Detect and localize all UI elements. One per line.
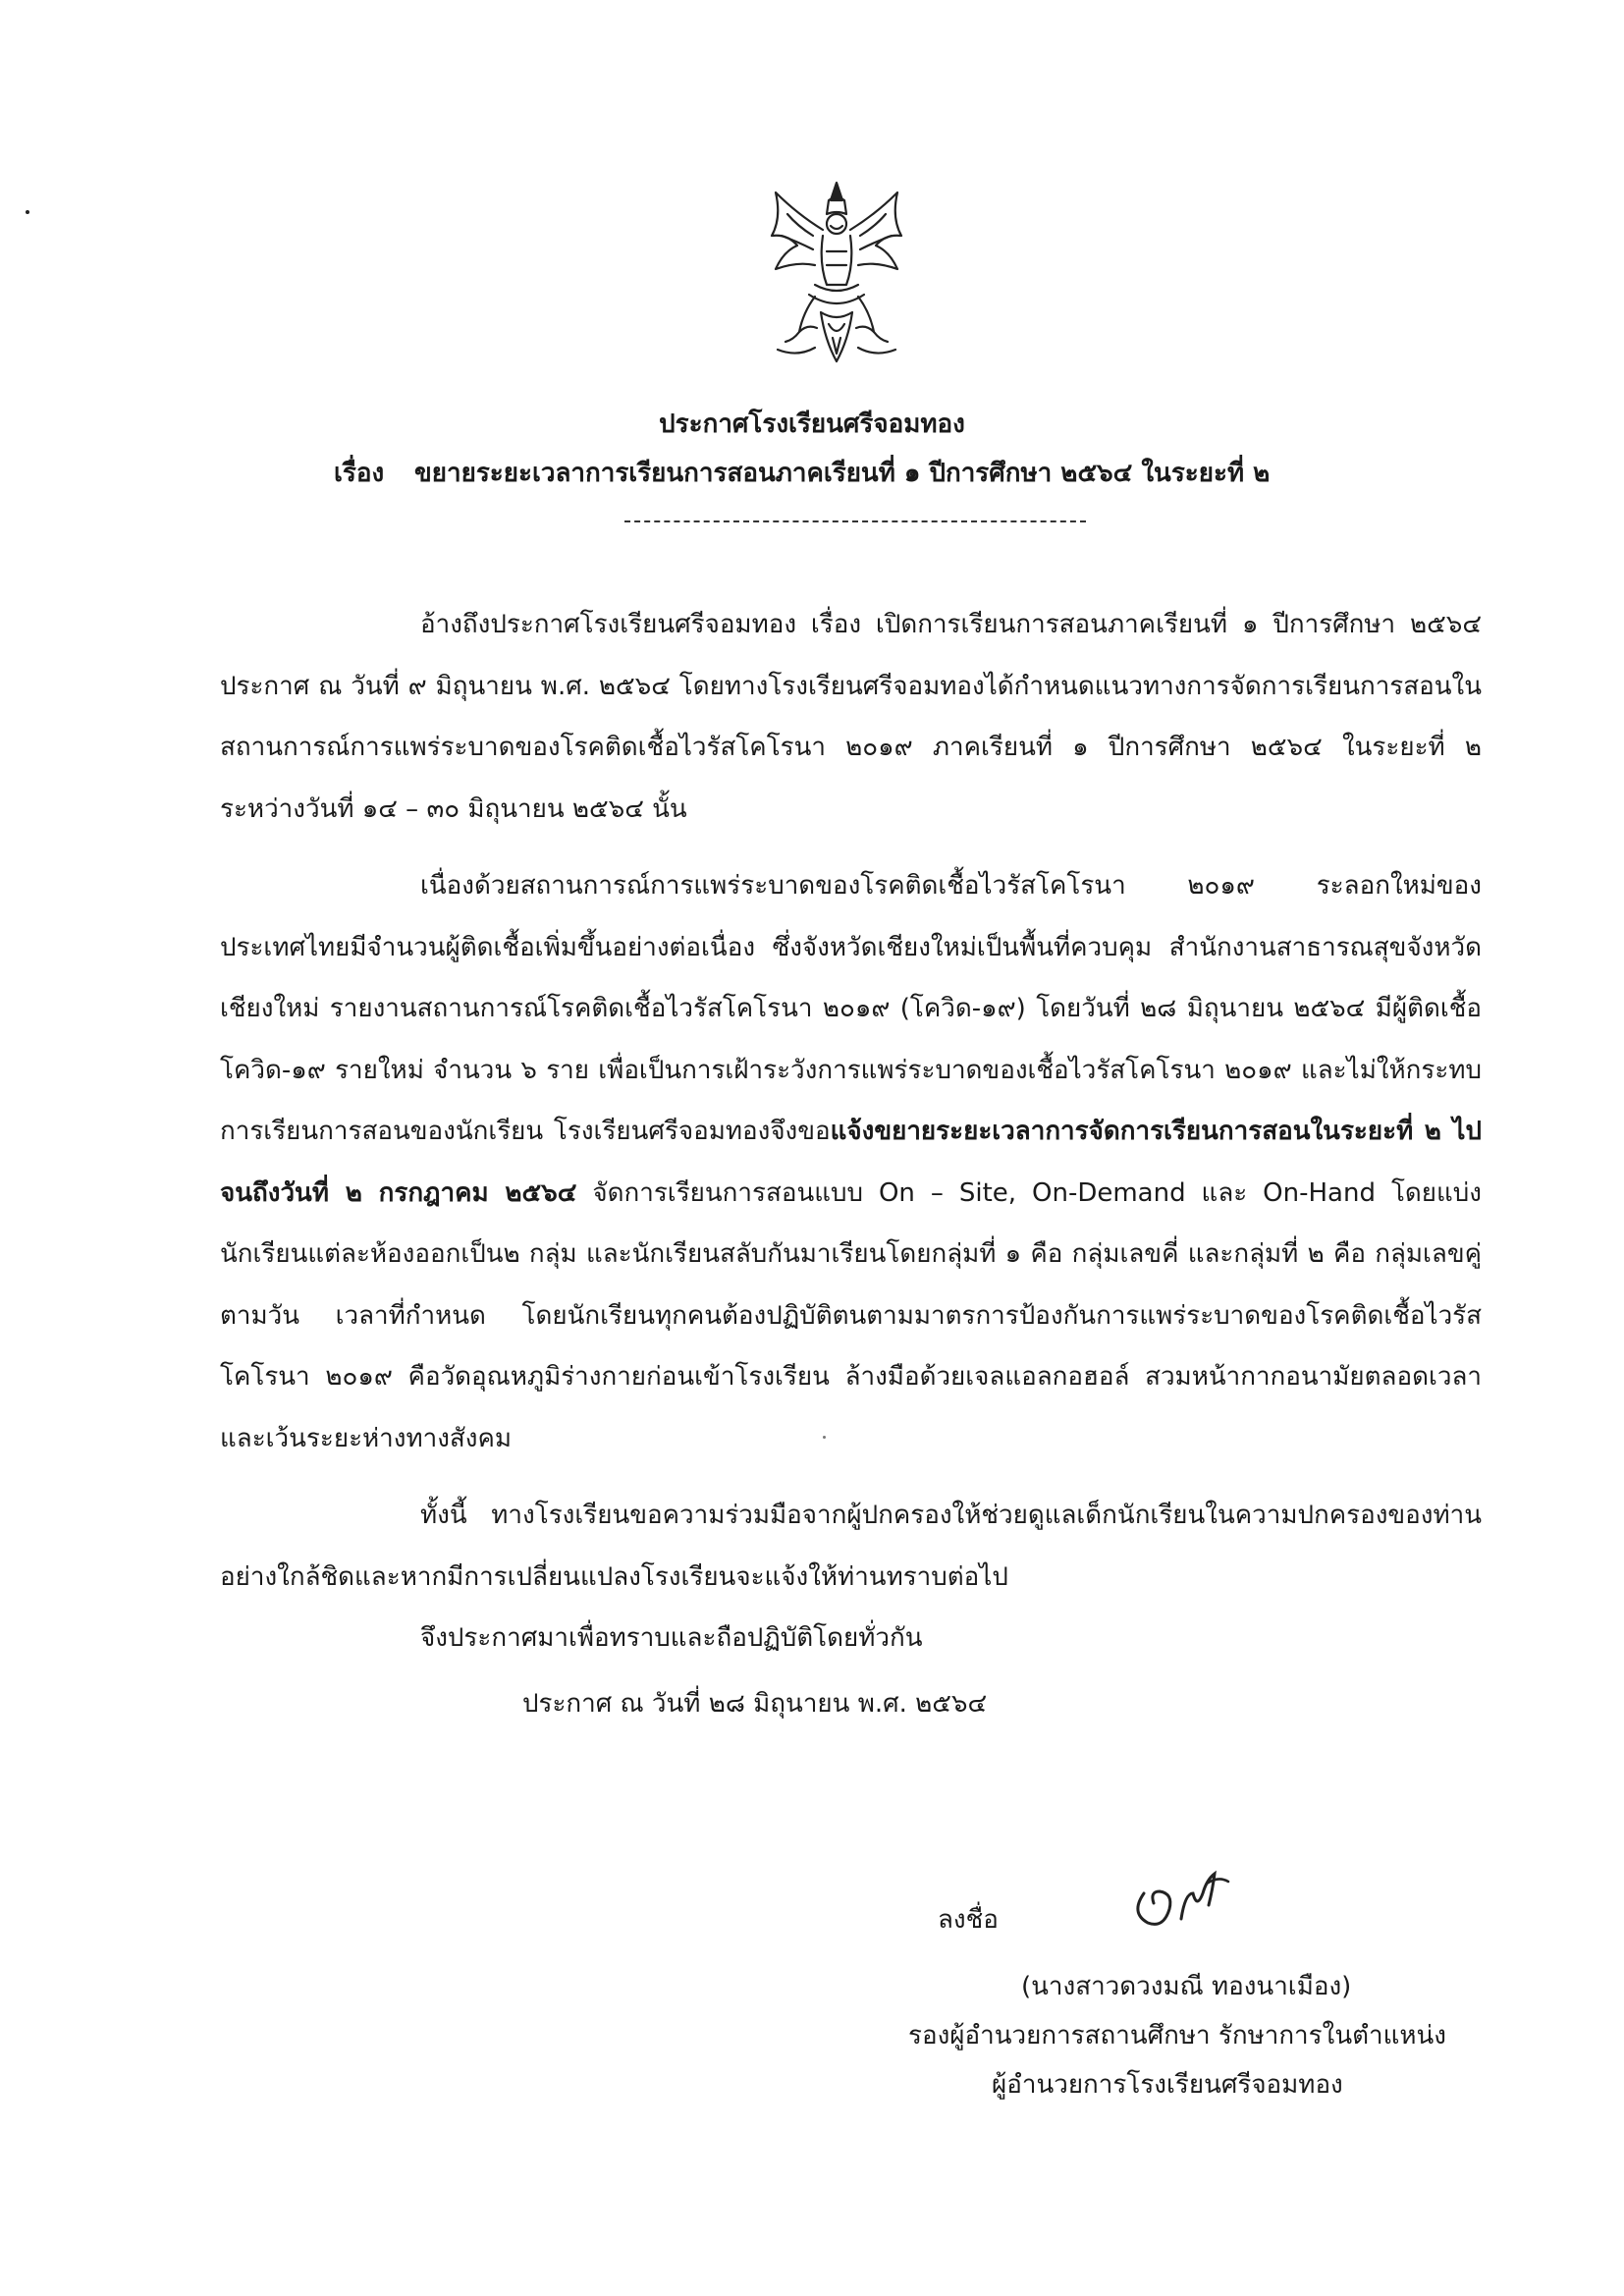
paragraph-measures-text: จัดการเรียนการสอนแบบ On – Site, On-Demand และ On-Hand โดยแบ่งนักเรียนแต่ละห้องออกเป็น๒ กลุ่ม และนักเรียนสลับกันมาเรียนโดยกลุ่มที่ ๑ คือ กลุ่มเลขคี่ และกลุ่มที่ ๒ คือ กลุ่มเลขคู่ ตามวัน เวลาที่กำหนด โดยนักเรียนทุกคนต้องปฏิบัติตนตามมาตรการป้องกันการแพร่ระบาดของโรคติดเชื้อไวรัสโคโรนา ๒๐๑๙ คือวัดอุณหภูมิร่างกายก่อนเข้าโรงเรียน ล้างมือด้วยเจลแอลกอฮอล์ สวมหน้ากากอนามัยตลอดเวลา และเว้นระยะห่างทางสังคม	[220, 1177, 1482, 1453]
handwritten-signature	[1124, 1854, 1252, 1933]
signer-position: รองผู้อำนวยการสถานศึกษา รักษาการในตำแหน่ง	[908, 2021, 1446, 2050]
extension-notice: แจ้งขยายระยะเวลาการจัดการเรียนการสอนในระยะที่ ๒ ไปจนถึงวันที่ ๒ กรกฎาคม ๒๕๖๔	[220, 1117, 1482, 1208]
page-title: ประกาศโรงเรียนศรีจอมทอง	[659, 410, 965, 439]
signer-position-acting: ผู้อำนวยการโรงเรียนศรีจอมทอง	[992, 2070, 1343, 2100]
paragraph-reference: อ้างถึงประกาศโรงเรียนศรีจอมทอง เรื่อง เปิดการเรียนการสอนภาคเรียนที่ ๑ ปีการศึกษา ๒๕๖๔ ประกาศ ณ วันที่ ๙ มิถุนายน พ.ศ. ๒๕๖๔ โดยทางโรงเรียนศรีจอมทองได้กำหนดแนวทางการจัดการเรียนการสอนในสถานการณ์การแพร่ระบาดของโรคติดเชื้อไวรัสโคโรนา ๒๐๑๙ ภาคเรียนที่ ๑ ปีการศึกษา ๒๕๖๔ ในระยะที่ ๒ ระหว่างวันที่ ๑๔ – ๓๐ มิถุนายน ๒๕๖๔ นั้น	[220, 610, 1482, 824]
closing-statement: จึงประกาศมาเพื่อทราบและถือปฏิบัติโดยทั่วกัน	[420, 1623, 923, 1653]
paragraph-cooperation: ทั้งนี้ ทางโรงเรียนขอความร่วมมือจากผู้ปกครองให้ช่วยดูแลเด็กนักเรียนในความปกครองของท่านอย่างใกล้ชิดและหากมีการเปลี่ยนแปลงโรงเรียนจะแจ้งให้ท่านทราบต่อไป	[220, 1501, 1482, 1592]
paragraph-situation-text: เนื่องด้วยสถานการณ์การแพร่ระบาดของโรคติดเชื้อไวรัสโคโรนา ๒๐๑๙ ระลอกใหม่ของประเทศไทยมีจำนวนผู้ติดเชื้อเพิ่มขึ้นอย่างต่อเนื่อง ซึ่งจังหวัดเชียงใหม่เป็นพื้นที่ควบคุม สำนักงานสาธารณสุขจังหวัดเชียงใหม่ รายงานสถานการณ์โรคติดเชื้อไวรัสโคโรนา ๒๐๑๙ (โควิด-๑๙) โดยวันที่ ๒๘ มิถุนายน ๒๕๖๔ มีผู้ติดเชื้อโควิด-๑๙ รายใหม่ จำนวน ๖ ราย เพื่อเป็นการเฝ้าระวังการแพร่ระบาดของเชื้อไวรัสโคโรนา ๒๐๑๙ และไม่ให้กระทบการเรียนการสอนของนักเรียน โรงเรียนศรีจอมทองจึงขอ	[220, 871, 1482, 1146]
subject-text: ขยายระยะเวลาการเรียนการสอนภาคเรียนที่ ๑ ปีการศึกษา ๒๕๖๔ ในระยะที่ ๒	[414, 459, 1271, 488]
subject-label: เรื่อง	[334, 459, 385, 488]
announcement-date: ประกาศ ณ วันที่ ๒๘ มิถุนายน พ.ศ. ๒๕๖๔	[522, 1688, 988, 1719]
scan-speck	[26, 210, 29, 214]
garuda-emblem-icon	[758, 175, 915, 371]
signer-name: (นางสาวดวงมณี ทองนาเมือง)	[1021, 1972, 1352, 2001]
signature-label: ลงชื่อ	[938, 1905, 999, 1935]
paragraph-situation	[220, 855, 1482, 1469]
announcement-body	[220, 594, 1482, 1734]
title-divider	[624, 520, 1086, 522]
announcement-subject	[334, 452, 1414, 495]
